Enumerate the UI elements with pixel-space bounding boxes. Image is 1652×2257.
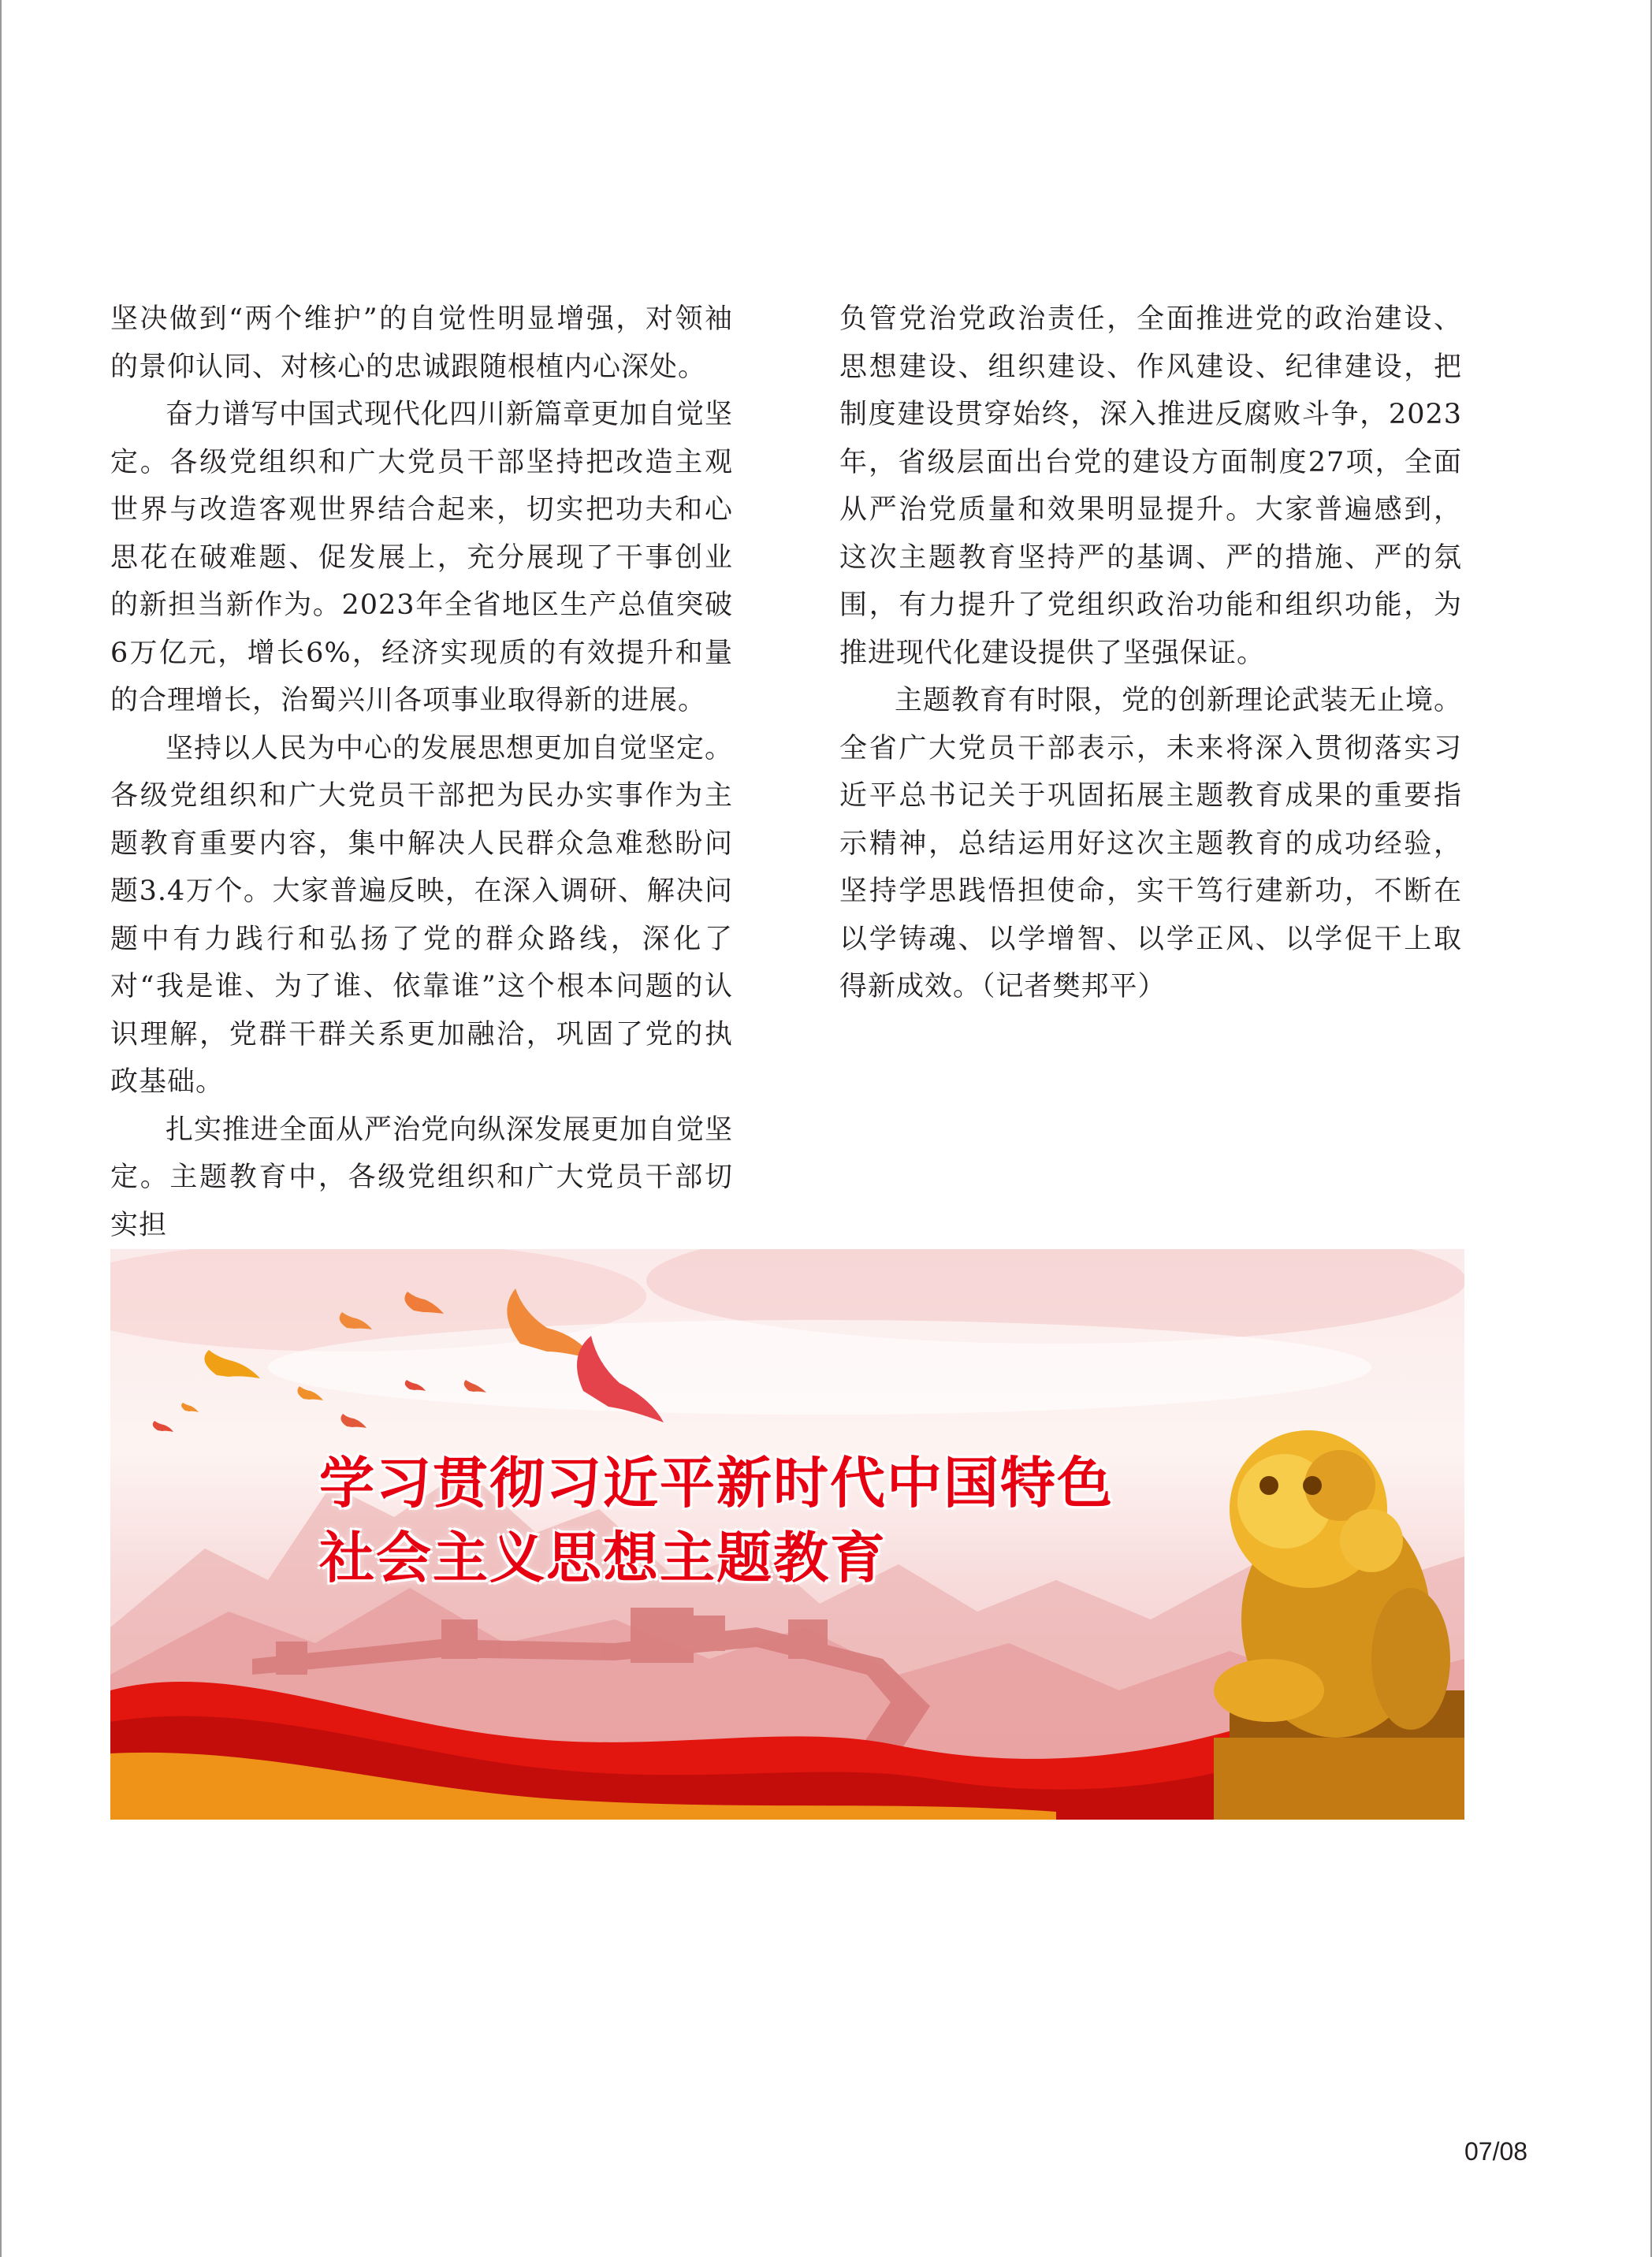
banner-title-line-2: 社会主义思想主题教育	[319, 1526, 887, 1590]
paragraph-continued: 坚决做到“两个维护”的自觉性明显增强，对领袖的景仰认同、对核心的忠诚跟随根植内心深处。	[110, 303, 733, 383]
banner-title	[319, 1446, 1114, 1596]
banner-title-line-1: 学习贯彻习近平新时代中国特色	[319, 1451, 1114, 1515]
theme-education-banner	[110, 1249, 1464, 1820]
golden-lion-icon	[1214, 1430, 1464, 1820]
paragraph-conclusion: 主题教育有时限，党的创新理论武装无止境。全省广大党员干部表示，未来将深入贯彻落实习近平总书记关于巩固拓展主题教育成果的重要指示精神，总结运用好这次主题教育的成功经验，坚持学思践悟担使命，实干笃行建新功，不断在以学铸魂、以学增智、以学正风、以学促干上取得新成效。（记者樊邦平）	[839, 685, 1463, 1002]
article-left-column	[110, 296, 733, 1249]
paragraph-party-building: 负管党治党政治责任，全面推进党的政治建设、思想建设、组织建设、作风建设、纪律建设，把制度建设贯穿始终，深入推进反腐败斗争，2023年，省级层面出台党的建设方面制度27项，全面从严治党质量和效果明显提升。大家普遍感到，这次主题教育坚持严的基调、严的措施、严的氛围，有力提升了党组织政治功能和组织功能，为推进现代化建设提供了坚强保证。	[839, 303, 1462, 669]
page-number: 07/08	[1464, 2137, 1528, 2166]
paragraph-party-discipline: 扎实推进全面从严治党向纵深发展更加自觉坚定。主题教育中，各级党组织和广大党员干部切实担	[110, 1114, 734, 1241]
paragraph-sichuan-modernization: 奋力谱写中国式现代化四川新篇章更加自觉坚定。各级党组织和广大党员干部坚持把改造主观世界与改造客观世界结合起来，切实把功夫和心思花在破难题、促发展上，充分展现了干事创业的新担当新作为。2023年全省地区生产总值突破6万亿元，增长6%，经济实现质的有效提升和量的合理增长，治蜀兴川各项事业取得新的进展。	[110, 399, 734, 716]
paragraph-people-centered: 坚持以人民为中心的发展思想更加自觉坚定。各级党组织和广大党员干部把为民办实事作为主题教育重要内容，集中解决人民群众急难愁盼问题3.4万个。大家普遍反映，在深入调研、解决问题中有力践行和弘扬了党的群众路线，深化了对“我是谁、为了谁、依靠谁”这个根本问题的认识理解，党群干群关系更加融洽，巩固了党的执政基础。	[110, 732, 734, 1098]
article-right-column	[839, 296, 1462, 1011]
